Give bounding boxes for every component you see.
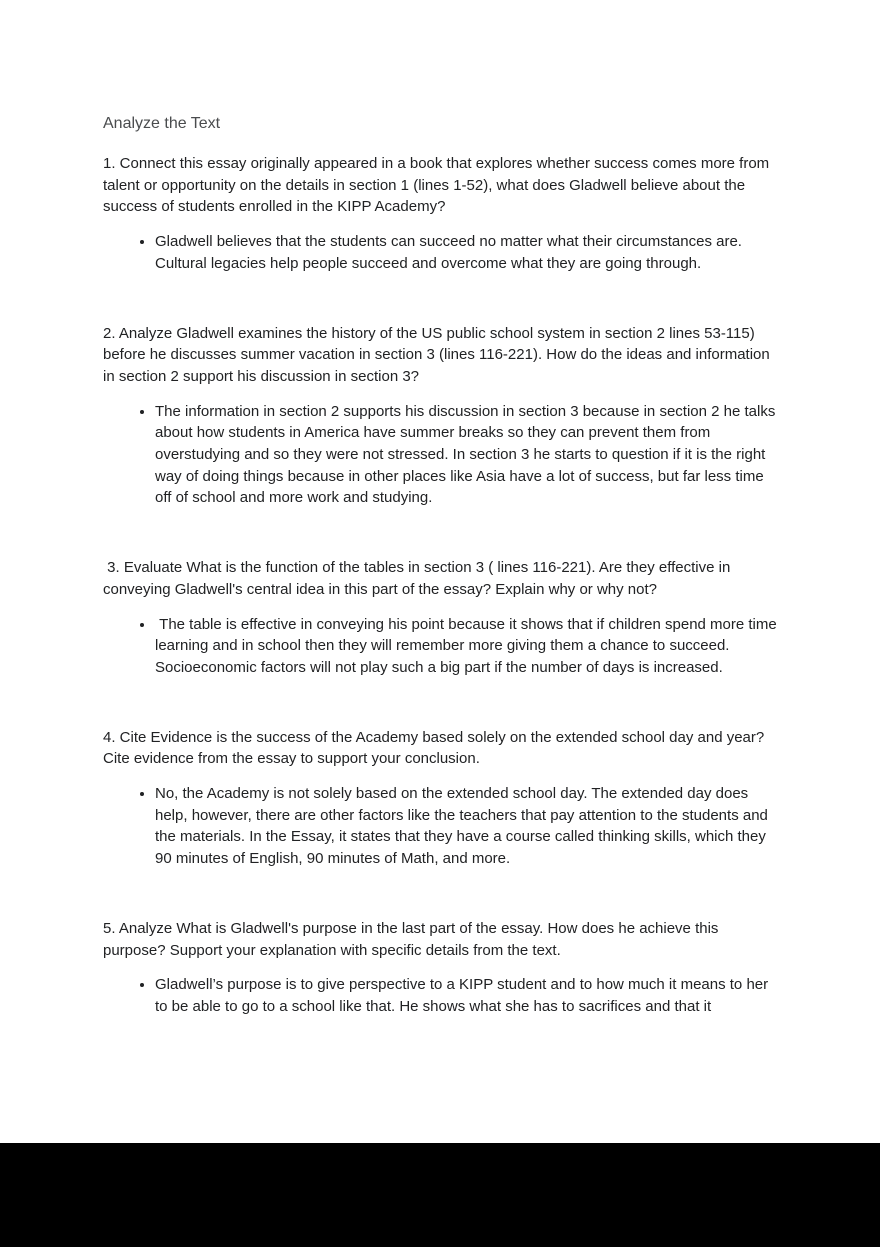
question-block-5 xyxy=(103,918,777,1018)
letterbox-bottom xyxy=(0,1143,880,1247)
question-text: 2. Analyze Gladwell examines the history of the US public school system in section 2 lines 53-115) before he discusses summer vacation in section 3 (lines 116-221). How do the ideas and information in section 2 support his discussion in section 3? xyxy=(103,324,774,385)
answer-item: • Gladwell’s purpose is to give perspective to a KIPP student and to how much it means to her to be able to go to a school like that. He shows what she has to sacrifices and that it xyxy=(155,974,777,1017)
answer-item: • The information in section 2 supports his discussion in section 3 because in section 2 he talks about how students in America have summer breaks so they can prevent them from overstudying and so they were not stressed. In section 3 he starts to question if it is the right way of doing things because in other places like Asia have a lot of success, but far less time off of school and more work and studying. xyxy=(155,401,777,510)
answer-list xyxy=(103,231,777,274)
answer-item: • The table is effective in conveying his point because it shows that if children spend more time learning and in school then they will remember more giving them a chance to succeed. Socioeconomic factors will not play such a big part if the number of days is increased. xyxy=(155,614,777,679)
question-block-2 xyxy=(103,323,780,510)
question-block-4 xyxy=(103,727,777,870)
answer-item: • No, the Academy is not solely based on the extended school day. The extended day does help, however, there are other factors like the teachers that pay attention to the students and the materials. In the Essay, it states that they have a course called thinking skills, which they 90 minutes of English, 90 minutes of Math, and more. xyxy=(155,783,777,870)
answer-list xyxy=(103,614,781,679)
answer-list xyxy=(103,783,777,870)
page-title: Analyze the Text xyxy=(103,115,221,132)
answer-list xyxy=(103,974,777,1017)
question-text: 4. Cite Evidence is the success of the Academy based solely on the extended school day and year? Cite evidence from the essay to support your conclusion. xyxy=(103,728,769,768)
question-block-3 xyxy=(103,557,781,679)
question-text: 1. Connect this essay originally appeared in a book that explores whether success comes more from talent or opportunity on the details in section 1 (lines 1-52), what does Gladwell believe about the success of students enrolled in the KIPP Academy? xyxy=(103,155,774,216)
question-text: 3. Evaluate What is the function of the tables in section 3 ( lines 116-221). Are they effective in conveying Gladwell's central idea in this part of the essay? Explain why or why not? xyxy=(103,559,735,598)
answer-item: • Gladwell believes that the students can succeed no matter what their circumstances are. Cultural legacies help people succeed and overcome what they are going through. xyxy=(155,231,777,274)
answer-list xyxy=(103,401,780,510)
question-text: 5. Analyze What is Gladwell's purpose in the last part of the essay. How does he achieve this purpose? Support your explanation with specific details from the text. xyxy=(103,919,723,959)
question-block-1 xyxy=(103,153,777,275)
